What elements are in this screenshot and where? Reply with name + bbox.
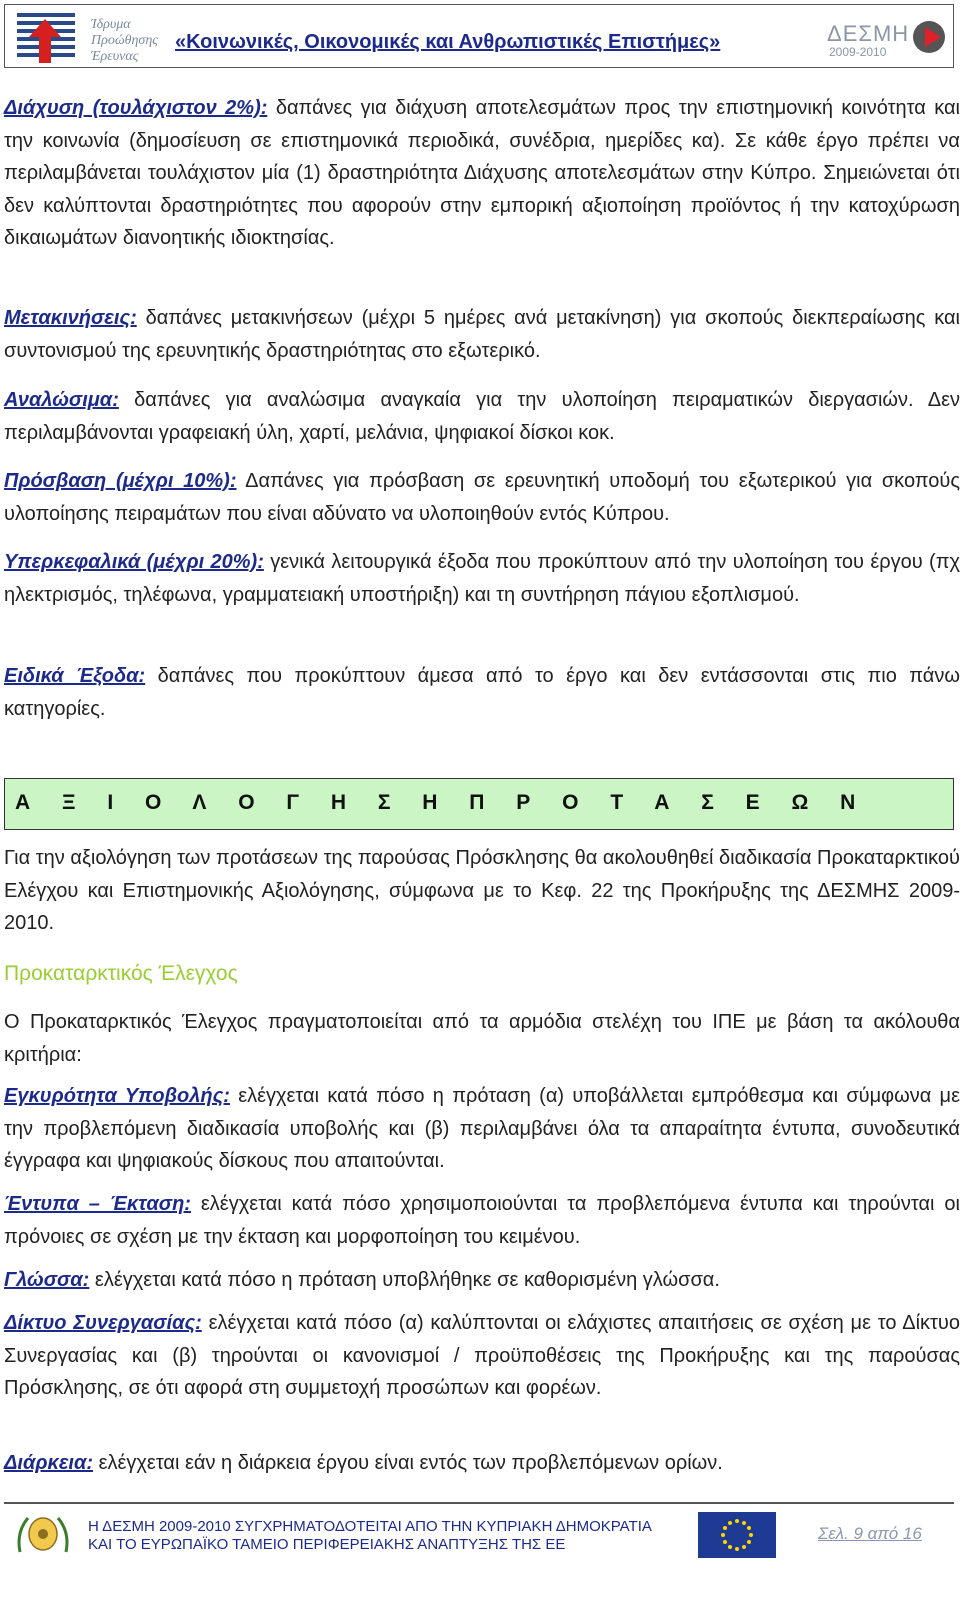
term-travel: Μετακινήσεις: bbox=[4, 307, 137, 329]
term-network: Δίκτυο Συνεργασίας: bbox=[4, 1312, 202, 1334]
cost-paragraph-travel bbox=[4, 302, 960, 367]
section-title-box bbox=[4, 778, 954, 830]
text-duration: ελέγχεται εάν η διάρκεια έργου είναι εντός των προβλεπόμενων ορίων. bbox=[93, 1452, 723, 1474]
term-access: Πρόσβαση (μέχρι 10%): bbox=[4, 470, 237, 492]
footer-line-2: ΚΑΙ ΤΟ ΕΥΡΩΠΑΪΚΟ ΤΑΜΕΙΟ ΠΕΡΙΦΕΡΕΙΑΚΗΣ ΑΝΑΠΤΥΞΗΣ ΤΗΣ ΕΕ bbox=[88, 1536, 566, 1553]
cyprus-emblem-icon bbox=[12, 1512, 74, 1558]
term-forms: Έντυπα – Έκταση: bbox=[4, 1193, 191, 1215]
desmi-logo-text: ΔΕΣΜΗ bbox=[827, 21, 910, 46]
desmi-logo bbox=[827, 13, 947, 63]
cost-paragraph-consumables bbox=[4, 384, 960, 449]
criterion-duration bbox=[4, 1447, 960, 1480]
cost-paragraph-dissemination bbox=[4, 92, 960, 255]
term-dissemination: Διάχυση (τουλάχιστον 2%): bbox=[4, 97, 268, 119]
eu-flag-icon bbox=[698, 1512, 776, 1558]
page-header bbox=[4, 4, 954, 68]
text-network: ελέγχεται κατά πόσο (α) καλύπτονται οι ελάχιστες απαιτήσεις σε σχέση με το Δίκτυο Συνεργασίας και (β) τηρούνται οι κανονισμοί / προϋποθέσεις της Προκήρυξης και της παρούσας Πρόσκλησης, σε ότι αφορά στη συμμετοχή προσώπων και φορέων. bbox=[4, 1312, 960, 1399]
text-travel: δαπάνες μετακινήσεων (μέχρι 5 ημέρες ανά μετακίνηση) για σκοπούς διεκπεραίωσης και συντονισμού της ερευνητικής δραστηριότητας στο εξωτερικό. bbox=[4, 307, 960, 362]
footer-funding-text bbox=[88, 1518, 652, 1554]
subsection-intro: Ο Προκαταρκτικός Έλεγχος πραγματοποιείται από τα αρμόδια στελέχη του ΙΠΕ με βάση τα ακόλουθα κριτήρια: bbox=[4, 1011, 960, 1066]
term-validity: Εγκυρότητα Υποβολής: bbox=[4, 1085, 230, 1107]
term-consumables: Αναλώσιμα: bbox=[4, 389, 119, 411]
criterion-language bbox=[4, 1264, 960, 1297]
ipe-logo-icon bbox=[15, 9, 85, 65]
term-duration: Διάρκεια: bbox=[4, 1452, 94, 1474]
subsection-heading: Προκαταρκτικός Έλεγχος bbox=[4, 962, 238, 985]
text-consumables: δαπάνες για αναλώσιμα αναγκαία για την υλοποίηση πειραματικών διεργασιών. Δεν περιλαμβάνονται γραφειακή ύλη, χαρτί, μελάνια, ψηφιακοί δίσκοι κοκ. bbox=[4, 389, 960, 444]
ipe-logo-line-1: Ίδρυμα bbox=[91, 17, 131, 32]
text-access: Δαπάνες για πρόσβαση σε ερευνητική υποδομή του εξωτερικού για σκοπούς υλοποίησης πειραμάτων που είναι αδύνατο να υλοποιηθούν εντός Κύπρου. bbox=[4, 470, 960, 525]
ipe-logo-text bbox=[91, 17, 158, 65]
section-intro: Για την αξιολόγηση των προτάσεων της παρούσας Πρόσκλησης θα ακολουθηθεί διαδικασία Προκαταρκτικού Ελέγχου και Επιστημονικής Αξιολόγησης, σύμφωνα με το Κεφ. 22 της Προκήρυξης της ΔΕΣΜΗΣ 2009-2010. bbox=[4, 847, 960, 934]
desmi-emblem-icon bbox=[911, 17, 945, 57]
ipe-logo bbox=[15, 9, 160, 65]
text-validity: ελέγχεται κατά πόσο η πρόταση (α) υποβάλλεται εμπρόθεσμα και σύμφωνα με την προβλεπόμενη διαδικασία υποβολής και (β) περιλαμβάνει όλα τα απαραίτητα έντυπα, συνοδευτικά έγγραφα και ψηφιακούς δίσκους που απαιτούνται. bbox=[4, 1085, 960, 1172]
footer-line-1: Η ΔΕΣΜΗ 2009-2010 ΣΥΓΧΡΗΜΑΤΟΔΟΤΕΙΤΑΙ ΑΠΟ ΤΗΝ ΚΥΠΡΙΑΚΗ ΔΗΜΟΚΡΑΤΙΑ bbox=[88, 1518, 652, 1535]
term-language: Γλώσσα: bbox=[4, 1269, 90, 1291]
text-dissemination: δαπάνες για διάχυση αποτελεσμάτων προς την επιστημονική κοινότητα και την κοινωνία (δημοσίευση σε επιστημονικά περιοδικά, συνέδρια, ημερίδες κα). Σε κάθε έργο πρέπει να περιλαμβάνεται τουλάχιστον μία (1) δραστηριότητα Διάχυσης αποτελεσμάτων στην Κύπρο. Σημειώνεται ότι δεν καλύπτονται δραστηριότητες που αφορούν στην εμπορική αξιοποίηση προϊόντος ή την κατοχύρωση δικαιωμάτων διανοητικής ιδιοκτησίας. bbox=[4, 97, 960, 249]
text-language: ελέγχεται κατά πόσο η πρόταση υποβλήθηκε σε καθορισμένη γλώσσα. bbox=[89, 1269, 720, 1291]
page-footer bbox=[4, 1502, 954, 1566]
criterion-forms bbox=[4, 1188, 960, 1253]
text-overheads: γενικά λειτουργικά έξοδα που προκύπτουν από την υλοποίηση του έργου (πχ ηλεκτρισμός, τηλέφωνα, γραμματειακή υποστήριξη) και τη συντήρηση πάγιου εξοπλισμού. bbox=[4, 551, 960, 606]
term-overheads: Υπερκεφαλικά (μέχρι 20%): bbox=[4, 551, 264, 573]
cost-paragraph-access bbox=[4, 465, 960, 530]
criterion-validity bbox=[4, 1080, 960, 1178]
page-number: Σελ. 9 από 16 bbox=[818, 1524, 922, 1543]
text-special: δαπάνες που προκύπτουν άμεσα από το έργο και δεν εντάσσονται στις πιο πάνω κατηγορίες. bbox=[4, 665, 960, 720]
header-title: «Κοινωνικές, Οικονομικές και Ανθρωπιστικές Επιστήμες» bbox=[175, 31, 721, 53]
cost-paragraph-special bbox=[4, 660, 960, 725]
text-forms: ελέγχεται κατά πόσο χρησιμοποιούνται τα προβλεπόμενα έντυπα και τηρούνται οι πρόνοιες σε σχέση με την έκταση και μορφοποίηση του κειμένου. bbox=[4, 1193, 960, 1248]
criterion-network bbox=[4, 1307, 960, 1405]
ipe-logo-line-3: Έρευνας bbox=[91, 49, 139, 64]
ipe-logo-line-2: Προώθησης bbox=[91, 33, 158, 48]
term-special: Ειδικά Έξοδα: bbox=[4, 665, 146, 687]
desmi-logo-years: 2009-2010 bbox=[829, 45, 887, 59]
cost-paragraph-overheads bbox=[4, 546, 960, 611]
section-title: Α Ξ Ι Ο Λ Ο Γ Η Σ Η Π Ρ Ο Τ Α Σ Ε Ω Ν bbox=[15, 791, 860, 814]
